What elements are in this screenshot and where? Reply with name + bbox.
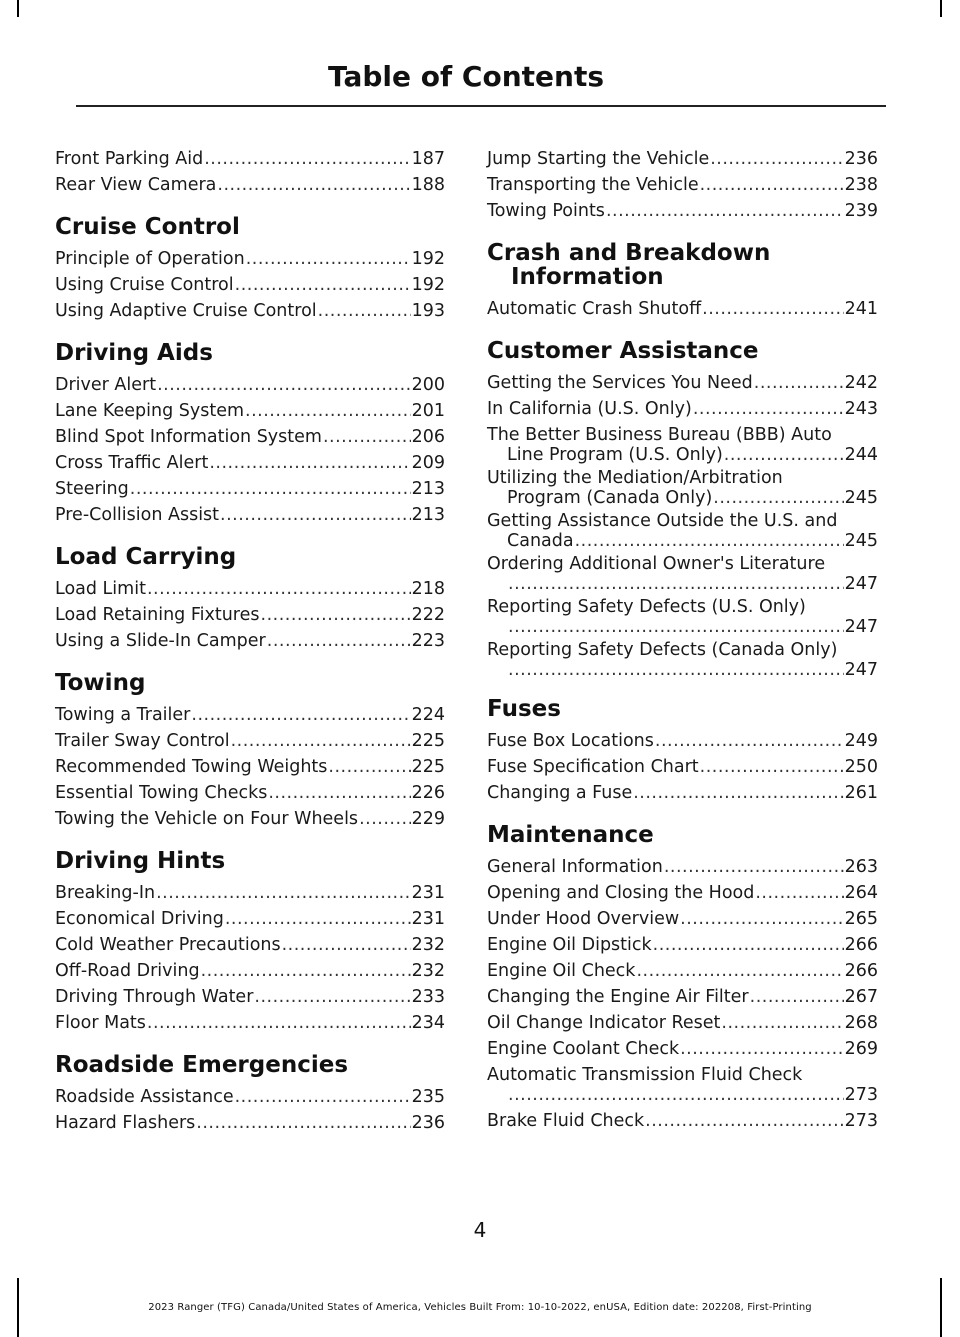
toc-entry-title: Economical Driving bbox=[55, 909, 224, 929]
toc-leader-dots bbox=[235, 272, 411, 298]
footer-text: 2023 Ranger (TFG) Canada/United States of America, Vehicles Built From: 10-10-2022, enUSA, Edition date: 202208, First-Printing bbox=[148, 1302, 812, 1313]
toc-entry[interactable] bbox=[487, 511, 878, 551]
toc-leader-dots bbox=[201, 958, 411, 984]
section-heading bbox=[55, 545, 445, 569]
toc-entry-title-line2: Canada bbox=[507, 531, 574, 551]
toc-entry-title: Transporting the Vehicle bbox=[487, 175, 699, 195]
toc-leader-dots bbox=[231, 728, 411, 754]
section-heading-text: Driving Aids bbox=[55, 340, 213, 366]
toc-entry-continuation bbox=[487, 1085, 878, 1105]
toc-entry-title: Fuse Specification Chart bbox=[487, 757, 699, 777]
toc-entry-title: Rear View Camera bbox=[55, 175, 217, 195]
toc-entry-page: 232 bbox=[411, 961, 445, 981]
toc-leader-dots bbox=[318, 298, 411, 324]
toc-entry-page: 245 bbox=[844, 531, 878, 551]
toc-entry-page: 247 bbox=[844, 574, 878, 594]
toc-entry-page: 233 bbox=[411, 987, 445, 1007]
toc-leader-dots bbox=[267, 628, 411, 654]
toc-left-column bbox=[55, 146, 445, 1136]
toc-leader-dots bbox=[655, 728, 844, 754]
toc-entry[interactable] bbox=[55, 702, 445, 728]
toc-entry[interactable] bbox=[487, 728, 878, 754]
toc-entry[interactable] bbox=[55, 880, 445, 906]
section-heading bbox=[487, 339, 878, 363]
toc-entry[interactable] bbox=[487, 854, 878, 880]
toc-entry-title: Getting the Services You Need bbox=[487, 373, 753, 393]
crop-mark-top-right bbox=[940, 0, 942, 17]
toc-entry-page: 264 bbox=[844, 883, 878, 903]
toc-entry[interactable] bbox=[55, 602, 445, 628]
toc-leader-dots bbox=[508, 617, 844, 637]
toc-entry-title: The Better Business Bureau (BBB) Auto bbox=[487, 425, 832, 445]
toc-leader-dots bbox=[710, 146, 843, 172]
toc-entry-page: 223 bbox=[411, 631, 445, 651]
section-heading-text: Maintenance bbox=[487, 822, 654, 848]
section-heading-text: Customer Assistance bbox=[487, 338, 759, 364]
toc-leader-dots bbox=[245, 398, 411, 424]
toc-entry-title: Pre-Collision Assist bbox=[55, 505, 220, 525]
toc-entry-title: Towing a Trailer bbox=[55, 705, 191, 725]
toc-entry-title: Cross Traffic Alert bbox=[55, 453, 209, 473]
toc-entry-page: 243 bbox=[844, 399, 878, 419]
page-number: 4 bbox=[473, 1218, 487, 1242]
toc-entry-title: Front Parking Aid bbox=[55, 149, 204, 169]
toc-entry-title: Roadside Assistance bbox=[55, 1087, 234, 1107]
toc-entry[interactable] bbox=[487, 425, 878, 465]
toc-leader-dots bbox=[191, 702, 410, 728]
toc-entry[interactable] bbox=[487, 597, 878, 637]
toc-leader-dots bbox=[750, 984, 844, 1010]
toc-leader-dots bbox=[225, 906, 411, 932]
toc-entry-title: Towing Points bbox=[487, 201, 605, 221]
toc-entry-page: 238 bbox=[844, 175, 878, 195]
toc-leader-dots bbox=[645, 1108, 843, 1134]
toc-entry-title: Floor Mats bbox=[55, 1013, 146, 1033]
toc-entry-title: Oil Change Indicator Reset bbox=[487, 1013, 721, 1033]
section-heading bbox=[487, 241, 878, 289]
toc-entry-title: Towing the Vehicle on Four Wheels bbox=[55, 809, 359, 829]
toc-entry-continuation bbox=[487, 574, 878, 594]
toc-leader-dots bbox=[246, 246, 411, 272]
toc-entry-title: In California (U.S. Only) bbox=[487, 399, 692, 419]
toc-entry[interactable] bbox=[55, 372, 445, 398]
toc-leader-dots bbox=[268, 780, 410, 806]
toc-entry[interactable] bbox=[487, 296, 878, 322]
toc-leader-dots bbox=[508, 1085, 844, 1105]
toc-entry[interactable] bbox=[55, 246, 445, 272]
toc-entry[interactable] bbox=[55, 398, 445, 424]
toc-entry-title: Cold Weather Precautions bbox=[55, 935, 281, 955]
toc-entry-title-line2: Program (Canada Only) bbox=[507, 488, 713, 508]
section-heading bbox=[487, 697, 878, 721]
toc-entry-title: Engine Oil Dipstick bbox=[487, 935, 652, 955]
toc-leader-dots bbox=[261, 602, 411, 628]
toc-entry-title-line2: Line Program (U.S. Only) bbox=[507, 445, 723, 465]
toc-entry-page: 222 bbox=[411, 605, 445, 625]
toc-entry-continuation bbox=[487, 531, 878, 551]
toc-entry-continuation bbox=[487, 660, 878, 680]
toc-entry-title: Recommended Towing Weights bbox=[55, 757, 328, 777]
toc-entry[interactable] bbox=[487, 468, 878, 508]
toc-leader-dots bbox=[754, 370, 844, 396]
toc-entry[interactable] bbox=[55, 502, 445, 528]
toc-entry[interactable] bbox=[55, 1084, 445, 1110]
toc-entry-page: 236 bbox=[411, 1113, 445, 1133]
toc-leader-dots bbox=[196, 1110, 410, 1136]
toc-entry-page: 269 bbox=[844, 1039, 878, 1059]
toc-entry-title: Load Limit bbox=[55, 579, 146, 599]
toc-entry-page: 209 bbox=[411, 453, 445, 473]
toc-leader-dots bbox=[508, 660, 844, 680]
section-heading bbox=[55, 1053, 445, 1077]
toc-leader-dots bbox=[209, 450, 410, 476]
section-heading-text: Crash and Breakdown bbox=[487, 240, 771, 266]
toc-entry-page: 206 bbox=[411, 427, 445, 447]
toc-entry-title: Hazard Flashers bbox=[55, 1113, 196, 1133]
toc-entry-title: Using Cruise Control bbox=[55, 275, 234, 295]
toc-entry-page: 273 bbox=[844, 1111, 878, 1131]
toc-leader-dots bbox=[693, 396, 844, 422]
toc-leader-dots bbox=[702, 296, 843, 322]
toc-entry-page: 231 bbox=[411, 909, 445, 929]
toc-entry[interactable] bbox=[487, 554, 878, 594]
toc-entry-title: Changing a Fuse bbox=[487, 783, 633, 803]
section-heading bbox=[55, 341, 445, 365]
page-title: Table of Contents bbox=[327, 60, 604, 93]
toc-leader-dots bbox=[700, 172, 844, 198]
toc-entry-page: 273 bbox=[844, 1085, 878, 1105]
toc-entry-page: 241 bbox=[844, 299, 878, 319]
toc-leader-dots bbox=[606, 198, 844, 224]
toc-leader-dots bbox=[282, 932, 411, 958]
toc-entry[interactable] bbox=[55, 958, 445, 984]
toc-entry-page: 235 bbox=[411, 1087, 445, 1107]
toc-leader-dots bbox=[147, 1010, 411, 1036]
toc-entry-title: Automatic Crash Shutoff bbox=[487, 299, 702, 319]
toc-entry-title: Automatic Transmission Fluid Check bbox=[487, 1065, 803, 1085]
toc-entry-page: 267 bbox=[844, 987, 878, 1007]
toc-entry[interactable] bbox=[487, 780, 878, 806]
toc-entry-page: 250 bbox=[844, 757, 878, 777]
toc-leader-dots bbox=[359, 806, 411, 832]
toc-entry-continuation bbox=[487, 445, 878, 465]
toc-entry-page: 188 bbox=[411, 175, 445, 195]
toc-entry-page: 247 bbox=[844, 660, 878, 680]
toc-entry-title: Load Retaining Fixtures bbox=[55, 605, 260, 625]
toc-entry-title: Essential Towing Checks bbox=[55, 783, 268, 803]
toc-entry-title: Reporting Safety Defects (Canada Only) bbox=[487, 640, 838, 660]
toc-entry-page: 234 bbox=[411, 1013, 445, 1033]
toc-leader-dots bbox=[575, 531, 844, 551]
toc-entry-continuation bbox=[487, 488, 878, 508]
toc-entry-page: 239 bbox=[844, 201, 878, 221]
toc-entry[interactable] bbox=[55, 272, 445, 298]
toc-entry[interactable] bbox=[55, 906, 445, 932]
section-heading bbox=[487, 823, 878, 847]
header-rule bbox=[76, 105, 886, 107]
toc-leader-dots bbox=[254, 984, 410, 1010]
toc-entry[interactable] bbox=[487, 396, 878, 422]
toc-entry-title: Using Adaptive Cruise Control bbox=[55, 301, 317, 321]
toc-entry-title: Reporting Safety Defects (U.S. Only) bbox=[487, 597, 806, 617]
toc-leader-dots bbox=[328, 754, 410, 780]
toc-entry-page: 245 bbox=[844, 488, 878, 508]
toc-entry[interactable] bbox=[55, 1110, 445, 1136]
toc-entry-title: Brake Fluid Check bbox=[487, 1111, 645, 1131]
toc-entry[interactable] bbox=[487, 172, 878, 198]
toc-entry-page: 193 bbox=[411, 301, 445, 321]
toc-entry[interactable] bbox=[55, 424, 445, 450]
toc-leader-dots bbox=[680, 906, 843, 932]
toc-entry-title: Fuse Box Locations bbox=[487, 731, 654, 751]
toc-entry-title: Engine Oil Check bbox=[487, 961, 636, 981]
toc-entry[interactable] bbox=[487, 754, 878, 780]
toc-entry-page: 187 bbox=[411, 149, 445, 169]
section-heading-text: Cruise Control bbox=[55, 214, 240, 240]
toc-entry[interactable] bbox=[55, 728, 445, 754]
section-heading-text: Driving Hints bbox=[55, 848, 226, 874]
toc-entry-page: 213 bbox=[411, 505, 445, 525]
toc-leader-dots bbox=[700, 754, 844, 780]
toc-entry-title: Steering bbox=[55, 479, 129, 499]
toc-entry-page: 192 bbox=[411, 275, 445, 295]
toc-entry-title: General Information bbox=[487, 857, 663, 877]
toc-entry[interactable] bbox=[487, 146, 878, 172]
toc-leader-dots bbox=[653, 932, 844, 958]
section-heading bbox=[55, 215, 445, 239]
toc-entry-title: Trailer Sway Control bbox=[55, 731, 230, 751]
toc-entry-title: Off-Road Driving bbox=[55, 961, 200, 981]
toc-leader-dots bbox=[156, 880, 411, 906]
toc-leader-dots bbox=[721, 1010, 843, 1036]
toc-entry-page: 231 bbox=[411, 883, 445, 903]
toc-entry-page: 213 bbox=[411, 479, 445, 499]
section-heading-text: Fuses bbox=[487, 696, 561, 722]
toc-entry[interactable] bbox=[55, 450, 445, 476]
toc-entry-page: 266 bbox=[844, 961, 878, 981]
toc-entry-title: Blind Spot Information System bbox=[55, 427, 322, 447]
toc-leader-dots bbox=[323, 424, 411, 450]
toc-leader-dots bbox=[664, 854, 844, 880]
toc-leader-dots bbox=[147, 576, 411, 602]
toc-entry[interactable] bbox=[487, 640, 878, 680]
toc-entry[interactable] bbox=[55, 780, 445, 806]
toc-entry[interactable] bbox=[55, 754, 445, 780]
toc-entry-title: Lane Keeping System bbox=[55, 401, 245, 421]
toc-leader-dots bbox=[157, 372, 411, 398]
section-heading bbox=[55, 671, 445, 695]
toc-entry-page: 224 bbox=[411, 705, 445, 725]
toc-entry-title: Utilizing the Mediation/Arbitration bbox=[487, 468, 783, 488]
toc-entry-title: Driver Alert bbox=[55, 375, 157, 395]
toc-entry[interactable] bbox=[55, 932, 445, 958]
toc-entry[interactable] bbox=[487, 370, 878, 396]
toc-leader-dots bbox=[220, 502, 411, 528]
toc-entry-title: Principle of Operation bbox=[55, 249, 245, 269]
toc-entry[interactable] bbox=[55, 1010, 445, 1036]
toc-entry[interactable] bbox=[55, 806, 445, 832]
toc-leader-dots bbox=[636, 958, 843, 984]
toc-entry[interactable] bbox=[487, 984, 878, 1010]
toc-leader-dots bbox=[680, 1036, 843, 1062]
toc-leader-dots bbox=[724, 445, 844, 465]
toc-entry-page: 242 bbox=[844, 373, 878, 393]
toc-entry-page: 268 bbox=[844, 1013, 878, 1033]
section-heading-text: Load Carrying bbox=[55, 544, 237, 570]
toc-entry-page: 229 bbox=[411, 809, 445, 829]
toc-entry[interactable] bbox=[55, 476, 445, 502]
toc-leader-dots bbox=[713, 488, 843, 508]
toc-entry-title: Getting Assistance Outside the U.S. and bbox=[487, 511, 838, 531]
toc-leader-dots bbox=[130, 476, 411, 502]
toc-entry-page: 232 bbox=[411, 935, 445, 955]
toc-entry[interactable] bbox=[487, 958, 878, 984]
section-heading-text: Towing bbox=[55, 670, 146, 696]
toc-entry-title: Opening and Closing the Hood bbox=[487, 883, 755, 903]
toc-leader-dots bbox=[508, 574, 844, 594]
toc-entry-page: 263 bbox=[844, 857, 878, 877]
toc-entry-page: 265 bbox=[844, 909, 878, 929]
toc-entry-title: Under Hood Overview bbox=[487, 909, 680, 929]
toc-entry-page: 225 bbox=[411, 757, 445, 777]
toc-leader-dots bbox=[217, 172, 410, 198]
toc-leader-dots bbox=[633, 780, 843, 806]
toc-entry[interactable] bbox=[55, 576, 445, 602]
section-heading bbox=[55, 849, 445, 873]
toc-entry-page: 226 bbox=[411, 783, 445, 803]
toc-entry-title: Jump Starting the Vehicle bbox=[487, 149, 710, 169]
toc-entry-page: 201 bbox=[411, 401, 445, 421]
toc-entry-page: 266 bbox=[844, 935, 878, 955]
toc-entry-title: Changing the Engine Air Filter bbox=[487, 987, 749, 1007]
toc-entry[interactable] bbox=[55, 984, 445, 1010]
toc-entry-page: 244 bbox=[844, 445, 878, 465]
crop-mark-top-left bbox=[17, 0, 19, 17]
toc-entry-page: 192 bbox=[411, 249, 445, 269]
toc-entry-title: Ordering Additional Owner's Literature bbox=[487, 554, 826, 574]
section-heading-text-line2: Information bbox=[511, 264, 664, 290]
toc-entry[interactable] bbox=[487, 1010, 878, 1036]
toc-entry[interactable] bbox=[487, 1065, 878, 1105]
toc-leader-dots bbox=[755, 880, 843, 906]
toc-entry[interactable] bbox=[55, 146, 445, 172]
toc-entry-title: Engine Coolant Check bbox=[487, 1039, 680, 1059]
toc-entry[interactable] bbox=[55, 172, 445, 198]
toc-entry-page: 200 bbox=[411, 375, 445, 395]
toc-right-column bbox=[487, 146, 878, 1134]
toc-leader-dots bbox=[235, 1084, 411, 1110]
toc-entry-page: 261 bbox=[844, 783, 878, 803]
toc-entry-title: Driving Through Water bbox=[55, 987, 254, 1007]
section-heading-text: Roadside Emergencies bbox=[55, 1052, 349, 1078]
toc-leader-dots bbox=[204, 146, 410, 172]
toc-entry-page: 218 bbox=[411, 579, 445, 599]
toc-entry[interactable] bbox=[487, 906, 878, 932]
toc-entry-title: Breaking-In bbox=[55, 883, 156, 903]
toc-entry[interactable] bbox=[487, 1036, 878, 1062]
toc-entry-page: 225 bbox=[411, 731, 445, 751]
toc-entry[interactable] bbox=[487, 880, 878, 906]
toc-entry[interactable] bbox=[487, 932, 878, 958]
toc-entry-page: 249 bbox=[844, 731, 878, 751]
toc-entry-page: 247 bbox=[844, 617, 878, 637]
toc-entry[interactable] bbox=[55, 298, 445, 324]
toc-entry-page: 236 bbox=[844, 149, 878, 169]
toc-entry[interactable] bbox=[55, 628, 445, 654]
toc-entry[interactable] bbox=[487, 1108, 878, 1134]
toc-entry-title: Using a Slide-In Camper bbox=[55, 631, 266, 651]
toc-entry-continuation bbox=[487, 617, 878, 637]
toc-entry[interactable] bbox=[487, 198, 878, 224]
